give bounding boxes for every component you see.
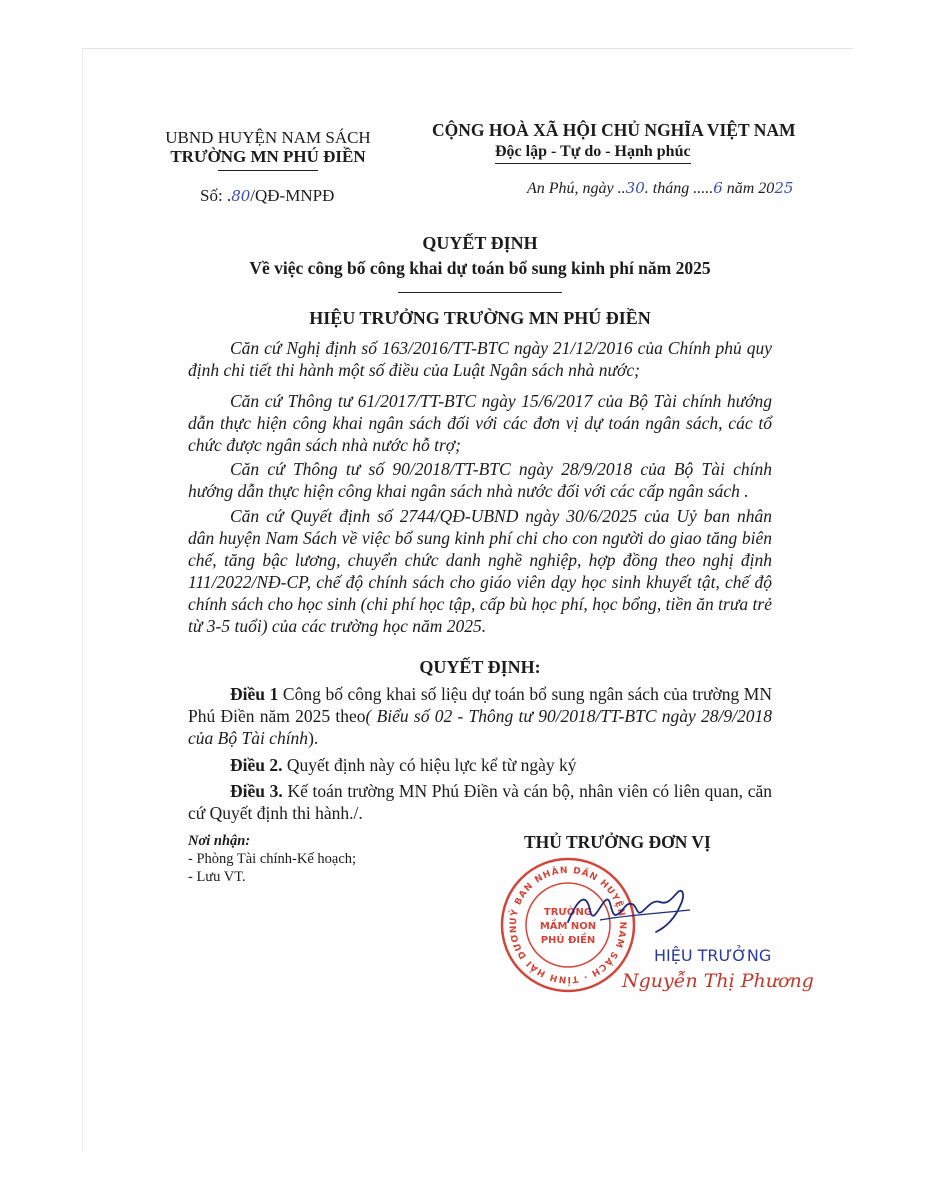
school-name: TRƯỜNG MN PHÚ ĐIỀN xyxy=(170,147,366,166)
date-year: 25 xyxy=(774,179,794,197)
decision-heading: QUYẾT ĐỊNH: xyxy=(419,657,541,677)
number-suffix: /QĐ-MNPĐ xyxy=(250,186,335,205)
number-prefix: Số: . xyxy=(200,186,232,205)
issue-date xyxy=(527,178,793,199)
recipients-label: Nơi nhận: xyxy=(188,833,251,849)
preamble-item: Căn cứ Thông tư số 90/2018/TT-BTC ngày 28/9/2018 của Bộ Tài chính hướng dẫn thực hiện công khai ngân sách nhà nước đối với các cấp ngân sách . xyxy=(188,459,772,501)
article-3-text: Kế toán trường MN Phú Điền và cán bộ, nhân viên có liên quan, căn cứ Quyết định thi hành./. xyxy=(188,781,773,823)
seal-center-line: TRƯỜNG xyxy=(543,907,593,918)
signer-name: Nguyễn Thị Phương xyxy=(622,970,814,992)
article-3-label: Điều 3. xyxy=(230,781,283,801)
signature-block-title: THỦ TRƯỞNG ĐƠN VỊ xyxy=(524,832,711,852)
number-value: 80 xyxy=(231,187,251,205)
preamble-item: Căn cứ Quyết định số 2744/QĐ-UBND ngày 30/6/2025 của Uỷ ban nhân dân huyện Nam Sách về việc bổ sung kinh phí chi cho con người do giao tăng biên chế, tăng bậc lương, chuyển chức danh nghề nghiệp, hợp đồng theo nghị định 111/2022/NĐ-CP, chế độ chính sách cho giáo viên dạy học sinh khuyết tật, chế độ chính sách cho học sinh (chi phí học tập, cấp bù học phí, học bổng, tiền ăn trưa trẻ từ 3-5 tuổi) của các trường học năm 2025. xyxy=(188,506,772,636)
article-1-text: Công bố công khai số liệu dự toán bổ sung ngân sách của trường MN Phú Điền năm 2025 theo xyxy=(188,684,772,726)
seal-ring-text: UỶ BAN NHÂN DÂN HUYỆN NAM SÁCH · TỈNH HẢI DƯƠN xyxy=(508,865,628,985)
recipient-item: - Phòng Tài chính-Kế hoạch; xyxy=(188,851,357,867)
recipient-item: - Lưu VT. xyxy=(188,869,246,885)
date-month: 6 xyxy=(713,179,723,197)
seal-center-line: PHÚ ĐIỀN xyxy=(540,935,596,946)
date-place: An Phú, ngày .. xyxy=(527,180,626,197)
subject-underline xyxy=(398,292,562,293)
issuer-title: HIỆU TRƯỞNG TRƯỜNG MN PHÚ ĐIỀN xyxy=(309,308,651,328)
nation-title: CỘNG HOÀ XÃ HỘI CHỦ NGHĨA VIỆT NAM xyxy=(432,120,796,140)
article-1-reference: ( Biểu số 02 - Thông tư 90/2018/TT-BTC ngày 28/9/2018 của Bộ Tài chính xyxy=(188,706,772,748)
article-3 xyxy=(188,780,772,824)
date-month-label: . tháng ..... xyxy=(644,180,714,197)
motto-underline xyxy=(495,163,691,164)
signer-role: HIỆU TRƯỞNG xyxy=(654,946,772,965)
preamble-item: Căn cứ Nghị định số 163/2016/TT-BTC ngày 21/12/2016 của Chính phủ quy định chi tiết thi hành một số điều của Luật Ngân sách nhà nước; xyxy=(188,338,772,380)
article-1-end: ). xyxy=(308,728,319,748)
article-2 xyxy=(188,754,772,776)
article-1-label: Điều 1 xyxy=(230,684,279,704)
document-number xyxy=(200,186,334,206)
national-motto: Độc lập - Tự do - Hạnh phúc xyxy=(495,143,691,160)
handwritten-signature xyxy=(560,880,700,940)
date-day: 30 xyxy=(625,179,645,197)
article-1 xyxy=(188,683,772,749)
seal-center-line: MẦM NON xyxy=(539,921,597,932)
document-heading: QUYẾT ĐỊNH xyxy=(422,233,538,253)
article-2-text: Quyết định này có hiệu lực kể từ ngày ký xyxy=(282,755,577,775)
article-2-label: Điều 2. xyxy=(230,755,283,775)
authority-name: UBND HUYỆN NAM SÁCH xyxy=(165,128,371,147)
document-subject: Về việc công bố công khai dự toán bổ sung kinh phí năm 2025 xyxy=(249,258,711,278)
preamble-item: Căn cứ Thông tư 61/2017/TT-BTC ngày 15/6/2017 của Bộ Tài chính hướng dẫn thực hiện công khai ngân sách đối với các đơn vị dự toán ngân sách, các tổ chức được ngân sách nhà nước hỗ trợ; xyxy=(188,391,772,455)
school-underline xyxy=(218,170,318,171)
date-year-label: năm 20 xyxy=(722,180,775,197)
